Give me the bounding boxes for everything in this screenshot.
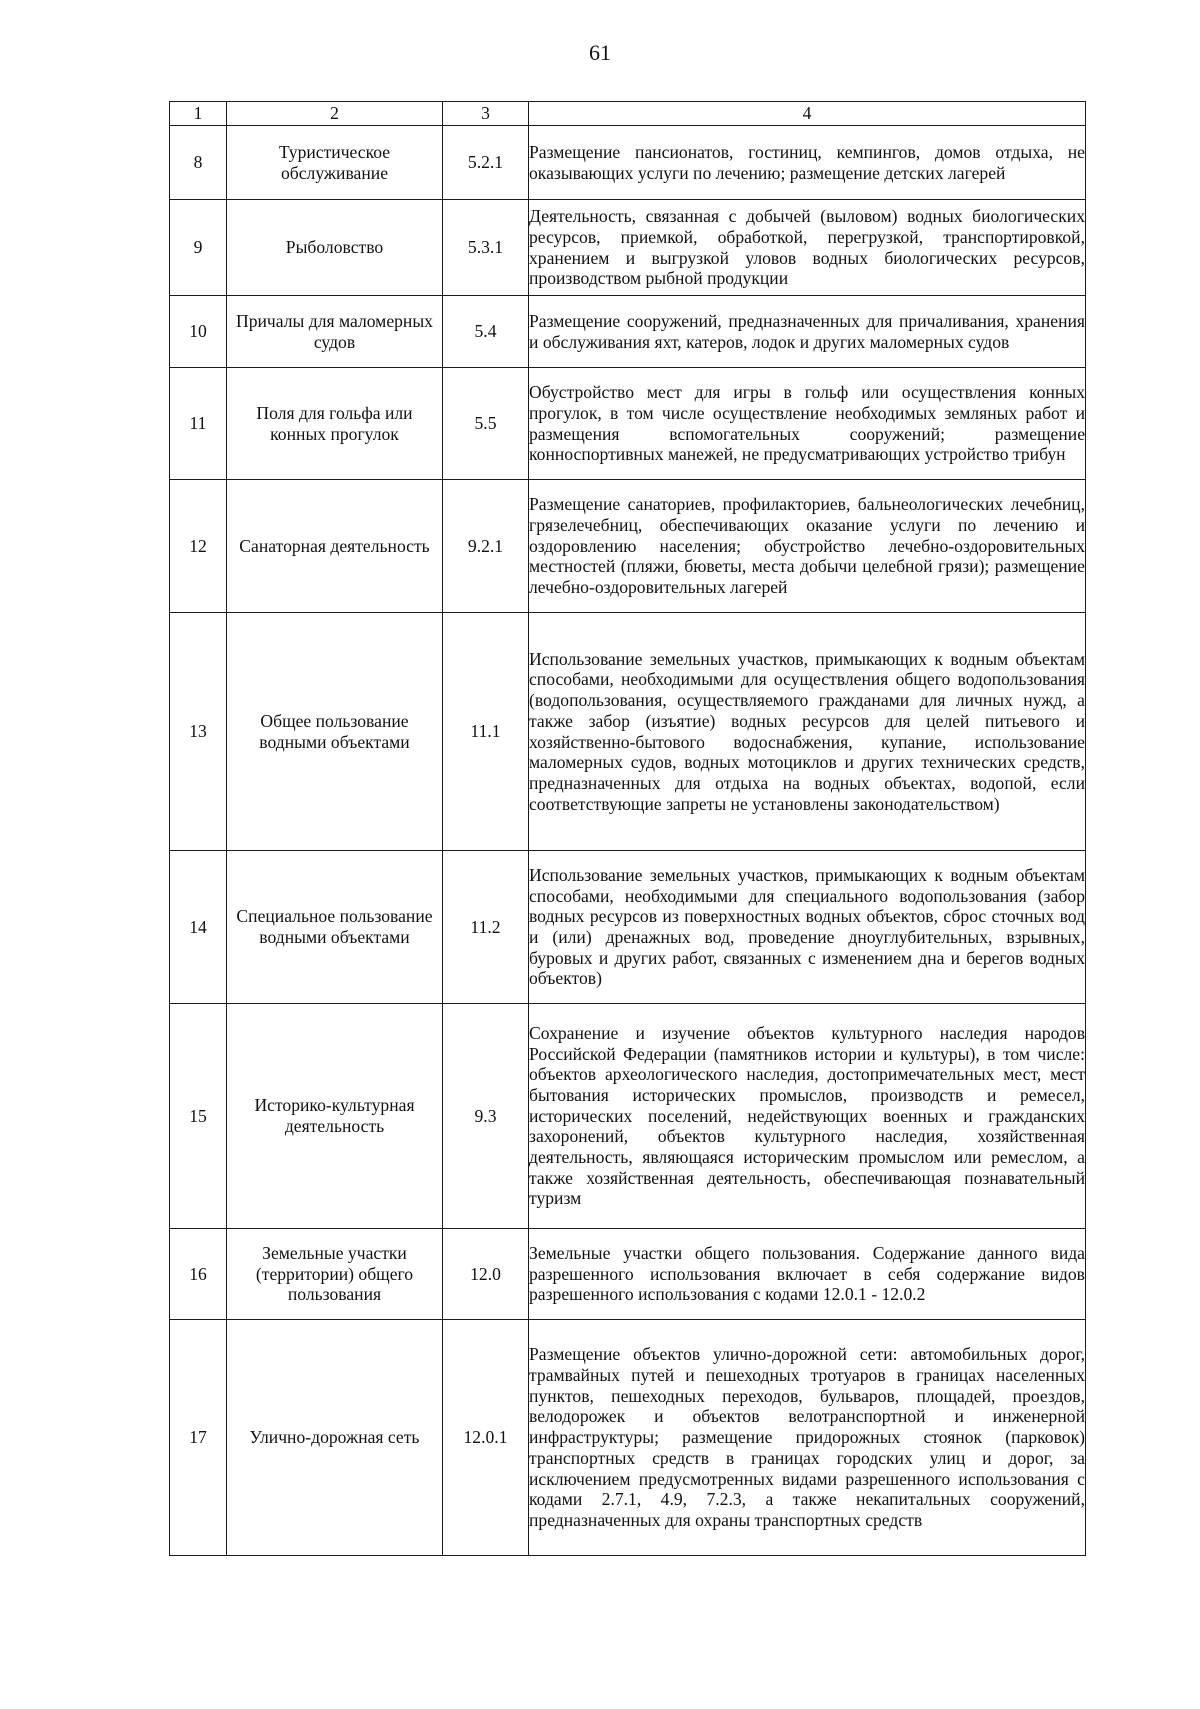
table-row <box>170 126 1086 200</box>
land-use-description: Земельные участки общего пользования. Содержание данного вида разрешенного использования включает в себя содержание видов разрешенного использования с кодами 12.0.1 - 12.0.2 <box>529 1229 1086 1320</box>
table-row <box>170 1229 1086 1320</box>
land-use-code: 5.5 <box>443 368 529 480</box>
land-use-code: 12.0 <box>443 1229 529 1320</box>
land-use-description: Размещение пансионатов, гостиниц, кемпингов, домов отдыха, не оказывающих услуги по лечению; размещение детских лагерей <box>529 126 1086 200</box>
land-use-code: 5.2.1 <box>443 126 529 200</box>
land-use-description: Деятельность, связанная с добычей (выловом) водных биологических ресурсов, приемкой, обработкой, перегрузкой, транспортировкой, хранением и выгрузкой уловов водных биологических ресурсов, производством рыбной продукции <box>529 200 1086 296</box>
row-number: 15 <box>170 1004 227 1229</box>
land-use-description: Использование земельных участков, примыкающих к водным объектам способами, необходимыми для осуществления общего водопользования (водопользования, осуществляемого гражданами для личных нужд, а также забор (изъятие) водных ресурсов для целей питьевого и хозяйственно-бытового водоснабжения, купание, использование маломерных судов, водных мотоциклов и других технических средств, предназначенных для отдыха на водных объектах, водопой, если соответствующие запреты не установлены законодательством) <box>529 613 1086 851</box>
land-use-name: Улично-дорожная сеть <box>227 1320 443 1556</box>
row-number: 10 <box>170 296 227 368</box>
land-use-name: Туристическое обслуживание <box>227 126 443 200</box>
land-use-code: 12.0.1 <box>443 1320 529 1556</box>
table-row <box>170 200 1086 296</box>
column-header: 3 <box>443 102 529 126</box>
land-use-description: Размещение объектов улично-дорожной сети: автомобильных дорог, трамвайных путей и пешеходных тротуаров в границах населенных пунктов, пешеходных переходов, бульваров, площадей, проездов, велодорожек и объектов велотранспортной и инженерной инфраструктуры; размещение придорожных стоянок (парковок) транспортных средств в границах городских улиц и дорог, за исключением предусмотренных видами разрешенного использования с кодами 2.7.1, 4.9, 7.2.3, а также некапитальных сооружений, предназначенных для охраны транспортных средств <box>529 1320 1086 1556</box>
table-row <box>170 368 1086 480</box>
land-use-name: Историко-культурная деятельность <box>227 1004 443 1229</box>
table-row <box>170 480 1086 613</box>
land-use-code: 9.3 <box>443 1004 529 1229</box>
row-number: 17 <box>170 1320 227 1556</box>
land-use-table <box>169 101 1086 1556</box>
table-row <box>170 851 1086 1004</box>
column-header: 1 <box>170 102 227 126</box>
row-number: 14 <box>170 851 227 1004</box>
land-use-name: Общее пользование водными объектами <box>227 613 443 851</box>
land-use-description: Сохранение и изучение объектов культурного наследия народов Российской Федерации (памятников истории и культуры), в том числе: объектов археологического наследия, достопримечательных мест, мест бытования исторических промыслов, производств и ремесел, исторических поселений, недействующих военных и гражданских захоронений, объектов культурного наследия, хозяйственная деятельность, являющаяся историческим промыслом или ремеслом, а также хозяйственная деятельность, обеспечивающая познавательный туризм <box>529 1004 1086 1229</box>
table-row <box>170 1004 1086 1229</box>
land-use-description: Размещение сооружений, предназначенных для причаливания, хранения и обслуживания яхт, катеров, лодок и других маломерных судов <box>529 296 1086 368</box>
land-use-description: Использование земельных участков, примыкающих к водным объектам способами, необходимыми для специального водопользования (забор водных ресурсов из поверхностных водных объектов, сброс сточных вод и (или) дренажных вод, проведение дноуглубительных, взрывных, буровых и других работ, связанных с изменением дна и берегов водных объектов) <box>529 851 1086 1004</box>
land-use-code: 5.3.1 <box>443 200 529 296</box>
land-use-name: Рыболовство <box>227 200 443 296</box>
land-use-code: 11.2 <box>443 851 529 1004</box>
land-use-name: Причалы для маломерных судов <box>227 296 443 368</box>
land-use-code: 9.2.1 <box>443 480 529 613</box>
page-number: 61 <box>589 40 611 65</box>
table-row <box>170 296 1086 368</box>
row-number: 9 <box>170 200 227 296</box>
land-use-name: Санаторная деятельность <box>227 480 443 613</box>
table-body <box>170 126 1086 1556</box>
land-use-name: Земельные участки (территории) общего пользования <box>227 1229 443 1320</box>
land-use-code: 5.4 <box>443 296 529 368</box>
column-header: 4 <box>529 102 1086 126</box>
row-number: 13 <box>170 613 227 851</box>
table-row <box>170 613 1086 851</box>
land-use-name: Поля для гольфа или конных прогулок <box>227 368 443 480</box>
table-header-row <box>170 102 1086 126</box>
land-use-code: 11.1 <box>443 613 529 851</box>
table-row <box>170 1320 1086 1556</box>
row-number: 12 <box>170 480 227 613</box>
land-use-description: Обустройство мест для игры в гольф или осуществления конных прогулок, в том числе осуществление необходимых земляных работ и размещения вспомогательных сооружений; размещение конноспортивных манежей, не предусматривающих устройство трибун <box>529 368 1086 480</box>
row-number: 8 <box>170 126 227 200</box>
column-header: 2 <box>227 102 443 126</box>
land-use-name: Специальное пользование водными объектами <box>227 851 443 1004</box>
row-number: 16 <box>170 1229 227 1320</box>
land-use-description: Размещение санаториев, профилакториев, бальнеологических лечебниц, грязелечебниц, обеспечивающих оказание услуги по лечению и оздоровлению населения; обустройство лечебно-оздоровительных местностей (пляжи, бюветы, места добычи целебной грязи); размещение лечебно-оздоровительных лагерей <box>529 480 1086 613</box>
row-number: 11 <box>170 368 227 480</box>
